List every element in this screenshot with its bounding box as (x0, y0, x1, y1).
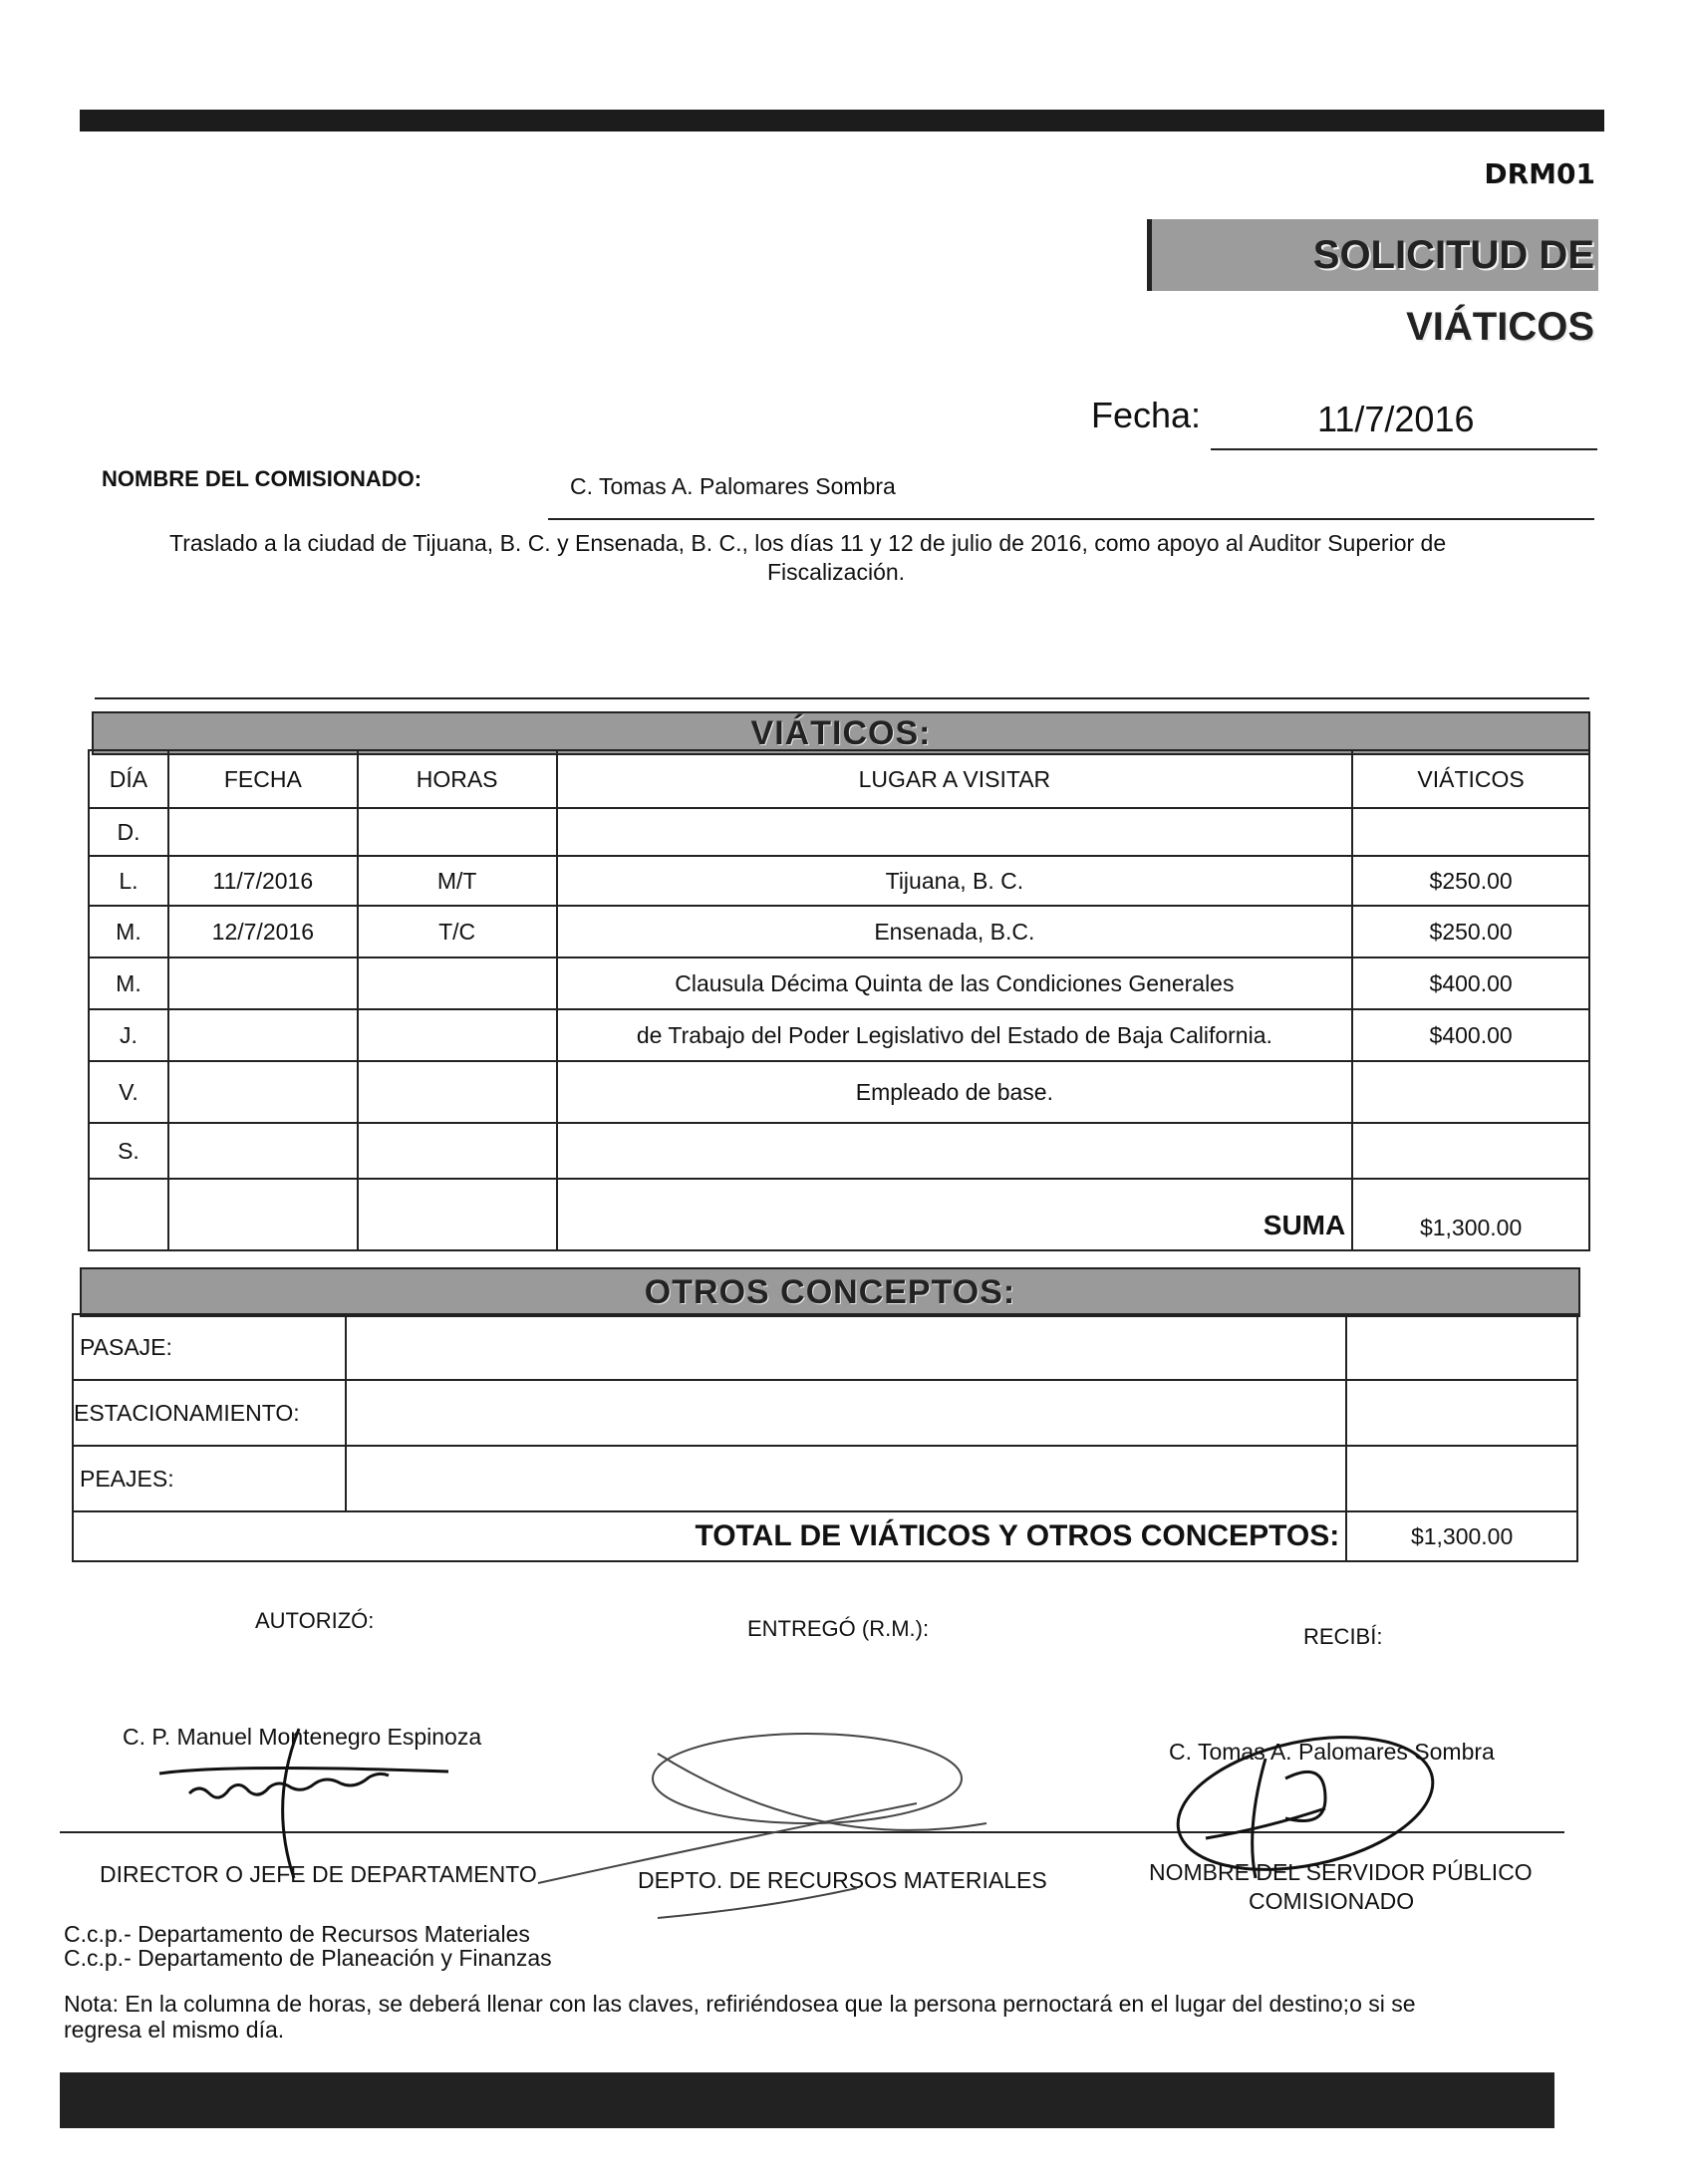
cell-fecha (168, 808, 358, 856)
table-row (89, 1123, 1589, 1179)
ccp-linea-2: C.c.p.- Departamento de Planeación y Finanzas (64, 1945, 552, 1971)
estacionamiento-value (1346, 1380, 1577, 1446)
cell-fecha (168, 1061, 358, 1123)
suma-value: $1,300.00 (1352, 1179, 1589, 1250)
cell-horas: M/T (358, 856, 557, 906)
autorizo-cargo: DIRECTOR O JEFE DE DEPARTAMENTO (100, 1861, 537, 1887)
peajes-label: PEAJES: (73, 1446, 346, 1511)
cell-horas (358, 1009, 557, 1061)
fecha-underline (1211, 448, 1597, 450)
viaticos-header-row (89, 750, 1589, 808)
cell-horas: T/C (358, 906, 557, 957)
table-row (89, 906, 1589, 957)
viaticos-top-rule (95, 697, 1589, 699)
table-row (89, 1061, 1589, 1123)
suma-row (89, 1179, 1589, 1250)
cell-lugar (557, 808, 1353, 856)
cell-dia: D. (89, 808, 168, 856)
cell-fecha (168, 1009, 358, 1061)
recibi-nombre: C. Tomas A. Palomares Sombra (1169, 1739, 1495, 1765)
pasaje-value (1346, 1314, 1577, 1380)
header-viaticos: VIÁTICOS (1352, 750, 1589, 808)
estacionamiento-label: ESTACIONAMIENTO: (73, 1380, 346, 1446)
cell-lugar (557, 1123, 1353, 1179)
fecha-value: 11/7/2016 (1317, 399, 1475, 439)
otros-table (72, 1313, 1578, 1562)
entrego-cargo: DEPTO. DE RECURSOS MATERIALES (638, 1867, 1047, 1893)
signature-entrego (518, 1724, 1036, 1943)
table-row (89, 957, 1589, 1009)
peajes-value (1346, 1446, 1577, 1511)
signature-recibi (1166, 1719, 1455, 1888)
cell-lugar: de Trabajo del Poder Legislativo del Estado de Baja California. (557, 1009, 1353, 1061)
form-title: SOLICITUD DE VIÁTICOS (1147, 219, 1598, 291)
table-row (73, 1380, 1577, 1446)
top-bar (80, 110, 1604, 132)
recibi-label: RECIBÍ: (1303, 1624, 1383, 1649)
header-lugar: LUGAR A VISITAR (557, 750, 1353, 808)
cell-fecha (168, 1123, 358, 1179)
descripcion-linea-1: Traslado a la ciudad de Tijuana, B. C. y Ensenada, B. C., los días 11 y 12 de julio de 2016, como apoyo al Auditor Superior de (169, 530, 1447, 556)
table-row (89, 856, 1589, 906)
total-label: TOTAL DE VIÁTICOS Y OTROS CONCEPTOS: (73, 1511, 1346, 1561)
cell-viaticos: $250.00 (1352, 856, 1589, 906)
cell-lugar: Empleado de base. (557, 1061, 1353, 1123)
autorizo-nombre: C. P. Manuel Montenegro Espinoza (123, 1724, 482, 1750)
cell-fecha (168, 957, 358, 1009)
descripcion-linea-2: Fiscalización. (767, 559, 906, 585)
cell-dia: V. (89, 1061, 168, 1123)
cell-lugar: Tijuana, B. C. (557, 856, 1353, 906)
cell-viaticos: $400.00 (1352, 957, 1589, 1009)
recibi-cargo-2: COMISIONADO (1249, 1888, 1415, 1914)
cell-lugar: Clausula Décima Quinta de las Condiciones Generales (557, 957, 1353, 1009)
nombre-label: NOMBRE DEL COMISIONADO: (102, 466, 422, 491)
nombre-value: C. Tomas A. Palomares Sombra (570, 473, 896, 499)
cell-lugar: Ensenada, B.C. (557, 906, 1353, 957)
cell-viaticos: $250.00 (1352, 906, 1589, 957)
cell-horas (358, 1123, 557, 1179)
entrego-label: ENTREGÓ (R.M.): (747, 1616, 930, 1641)
otros-banner: OTROS CONCEPTOS: (80, 1267, 1580, 1317)
cell-viaticos (1352, 1123, 1589, 1179)
cell-fecha: 12/7/2016 (168, 906, 358, 957)
table-row (73, 1314, 1577, 1380)
pasaje-label: PASAJE: (73, 1314, 346, 1380)
viaticos-table (88, 749, 1590, 1251)
form-code: DRM01 (1484, 157, 1595, 190)
header-fecha: FECHA (168, 750, 358, 808)
suma-label: SUMA (557, 1179, 1353, 1250)
nota-linea-1: Nota: En la columna de horas, se deberá llenar con las claves, refiriéndosea que la persona pernoctará en el lugar del destino;o si se (64, 1991, 1416, 2017)
cell-horas (358, 808, 557, 856)
cell-horas (358, 1061, 557, 1123)
autorizo-label: AUTORIZÓ: (255, 1608, 375, 1633)
cell-horas (358, 957, 557, 1009)
cell-dia: L. (89, 856, 168, 906)
cell-viaticos (1352, 808, 1589, 856)
nota-linea-2: regresa el mismo día. (64, 2017, 285, 2043)
recibi-cargo-1: NOMBRE DEL SERVIDOR PÚBLICO (1149, 1859, 1533, 1885)
ccp-linea-1: C.c.p.- Departamento de Recursos Materiales (64, 1921, 530, 1947)
bottom-bar (60, 2072, 1554, 2128)
header-horas: HORAS (358, 750, 557, 808)
table-row (73, 1446, 1577, 1511)
cell-dia: J. (89, 1009, 168, 1061)
total-value: $1,300.00 (1346, 1511, 1577, 1561)
viaticos-banner: VIÁTICOS: (92, 711, 1590, 755)
nombre-underline (548, 518, 1594, 520)
cell-viaticos: $400.00 (1352, 1009, 1589, 1061)
fecha-label: Fecha: (1091, 395, 1202, 435)
cell-dia: S. (89, 1123, 168, 1179)
table-row (89, 1009, 1589, 1061)
cell-dia: M. (89, 957, 168, 1009)
cell-fecha: 11/7/2016 (168, 856, 358, 906)
cell-viaticos (1352, 1061, 1589, 1123)
header-dia: DÍA (89, 750, 168, 808)
table-row (89, 808, 1589, 856)
total-row (73, 1511, 1577, 1561)
cell-dia: M. (89, 906, 168, 957)
signature-autorizo (149, 1724, 478, 1883)
